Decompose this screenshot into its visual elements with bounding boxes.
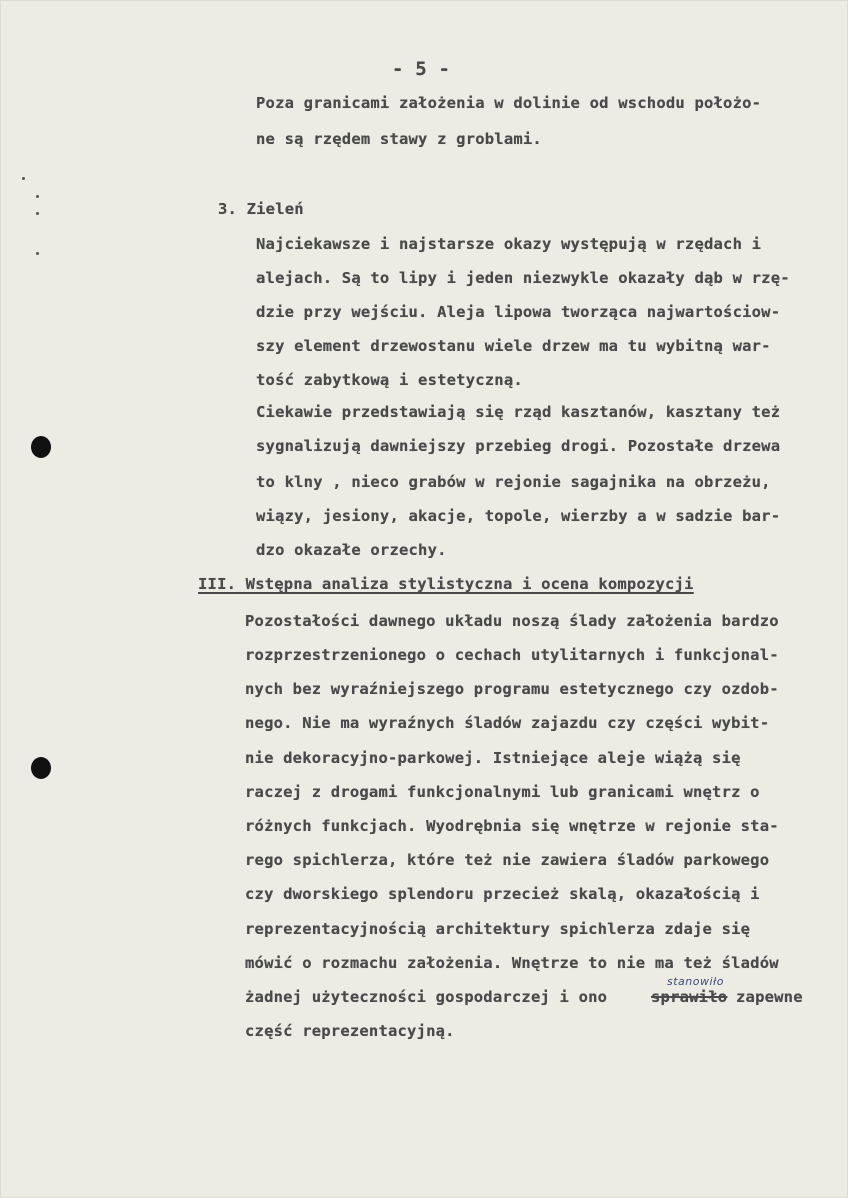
section-heading: 3. Zieleń <box>218 200 304 218</box>
text-line: Najciekawsze i najstarsze okazy występują w rzędach i <box>256 235 762 253</box>
text-line: żadnej użyteczności gospodarczej i ono <box>245 988 608 1006</box>
text-line: różnych funkcjach. Wyodrębnia się wnętrze w rejonie sta- <box>245 817 779 835</box>
text-line: reprezentacyjnością architektury spichlerza zdaje się <box>245 920 751 938</box>
text-line: nych bez wyraźniejszego programu estetycznego czy ozdob- <box>245 680 779 698</box>
text-line: nego. Nie ma wyraźnych śladów zajazdu czy części wybit- <box>245 714 770 732</box>
text-line: rozprzestrzenionego o cechach utylitarnych i funkcjonal- <box>245 646 779 664</box>
page-number: - 5 - <box>392 58 451 80</box>
text-line: dzo okazałe orzechy. <box>256 541 447 559</box>
text-line-end: zapewne <box>736 988 803 1006</box>
punch-hole <box>31 757 51 779</box>
text-line: alejach. Są to lipy i jeden niezwykle okazały dąb w rzę- <box>256 269 790 287</box>
text-line: ne są rzędem stawy z groblami. <box>256 130 542 148</box>
struck-word: sprawiło <box>651 988 728 1006</box>
paper-speck <box>36 195 39 198</box>
text-line: raczej z drogami funkcjonalnymi lub granicami wnętrz o <box>245 783 760 801</box>
paper-speck <box>22 177 25 180</box>
text-line: tość zabytkową i estetyczną. <box>256 371 523 389</box>
text-line: dzie przy wejściu. Aleja lipowa tworząca najwartościow- <box>256 303 781 321</box>
handwritten-correction: stanowiło <box>667 975 724 988</box>
text-line: czy dworskiego splendoru przecież skalą, okazałością i <box>245 885 760 903</box>
paper-speck <box>36 212 39 215</box>
text-line: rego spichlerza, które też nie zawiera śladów parkowego <box>245 851 770 869</box>
text-line: Poza granicami założenia w dolinie od wschodu położo- <box>256 94 762 112</box>
text-line: nie dekoracyjno-parkowej. Istniejące aleje wiążą się <box>245 749 741 767</box>
text-line: Ciekawie przedstawiają się rząd kasztanów, kasztany też <box>256 403 781 421</box>
text-line: sygnalizują dawniejszy przebieg drogi. Pozostałe drzewa <box>256 437 781 455</box>
text-line: Pozostałości dawnego układu noszą ślady założenia bardzo <box>245 612 779 630</box>
text-line: to klny , nieco grabów w rejonie sagajnika na obrzeżu, <box>256 473 771 491</box>
text-line: mówić o rozmachu założenia. Wnętrze to nie ma też śladów <box>245 954 779 972</box>
text-line: wiązy, jesiony, akacje, topole, wierzby a w sadzie bar- <box>256 507 781 525</box>
section-heading: III. Wstępna analiza stylistyczna i ocena kompozycji <box>198 575 694 593</box>
paper-speck <box>36 252 39 255</box>
punch-hole <box>31 436 51 458</box>
text-line: szy element drzewostanu wiele drzew ma tu wybitną war- <box>256 337 771 355</box>
text-line: część reprezentacyjną. <box>245 1022 455 1040</box>
